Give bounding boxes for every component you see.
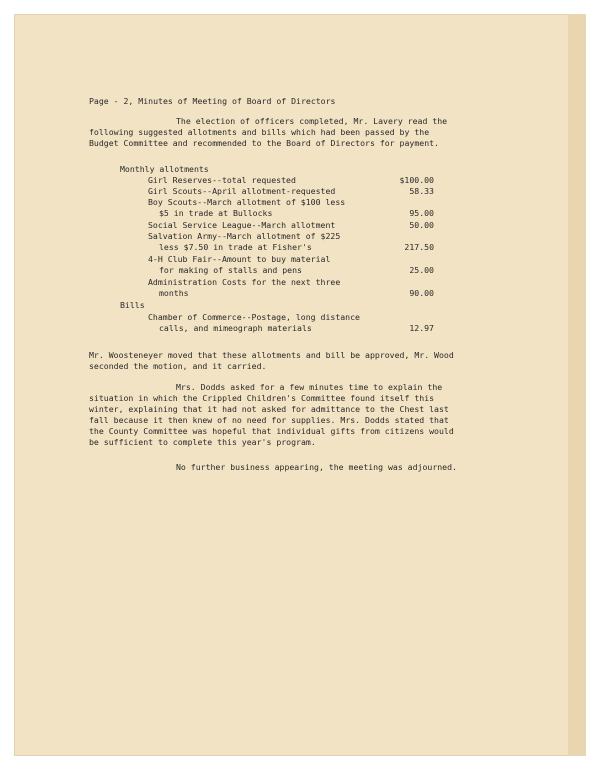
bill-line: calls, and mimeograph materials (159, 323, 312, 333)
allotment-line: Girl Scouts--April allotment-requested (148, 186, 336, 196)
page-edge (568, 14, 586, 756)
allotment-amount: 25.00 (409, 265, 434, 275)
allotment-amount: 58.33 (409, 186, 434, 196)
allotment-line: Girl Reserves--total requested (148, 175, 296, 185)
motion-line-1: Mr. Woosteneyer moved that these allotments and bill be approved, Mr. Wood (89, 350, 454, 360)
intro-line-2: following suggested allotments and bills which had been passed by the (89, 127, 430, 137)
closing-line: No further business appearing, the meeting was adjourned. (176, 462, 457, 472)
page-title: Page - 2, Minutes of Meeting of Board of Directors (89, 96, 336, 106)
allotment-line: months (159, 288, 189, 298)
motion-line-2: seconded the motion, and it carried. (89, 361, 267, 371)
allotment-line: 4-H Club Fair--Amount to buy material (148, 254, 331, 264)
allotment-line: $5 in trade at Bullocks (159, 208, 273, 218)
allotment-amount: $100.00 (399, 175, 434, 185)
dodds-line-6: be sufficient to complete this year's program. (89, 437, 316, 447)
allotment-line: Administration Costs for the next three (148, 277, 341, 287)
dodds-line-3: winter, explaining that it had not asked for admittance to the Chest last (89, 404, 449, 414)
dodds-line-2: situation in which the Crippled Children's Committee found itself this (89, 393, 435, 403)
allotment-amount: 50.00 (409, 220, 434, 230)
allotment-amount: 95.00 (409, 208, 434, 218)
allotment-line: less $7.50 in trade at Fisher's (159, 242, 312, 252)
allotment-line: for making of stalls and pens (159, 265, 302, 275)
intro-line-3: Budget Committee and recommended to the Board of Directors for payment. (89, 138, 439, 148)
bill-amount: 12.97 (409, 323, 434, 333)
allotment-amount: 90.00 (409, 288, 434, 298)
allotment-line: Social Service League--March allotment (148, 220, 336, 230)
dodds-line-1: Mrs. Dodds asked for a few minutes time to explain the (176, 382, 443, 392)
allotment-amount: 217.50 (404, 242, 434, 252)
allotment-line: Salvation Army--March allotment of $225 (148, 231, 341, 241)
bill-line: Chamber of Commerce--Postage, long distance (148, 312, 360, 322)
document-page (14, 14, 586, 756)
allotments-label: Monthly allotments (120, 164, 209, 174)
dodds-line-4: fall because it then knew of no need for supplies. Mrs. Dodds stated that (89, 415, 449, 425)
bills-label: Bills (120, 300, 145, 310)
dodds-line-5: the County Committee was hopeful that individual gifts from citizens would (89, 426, 454, 436)
intro-line-1: The election of officers completed, Mr. Lavery read the (176, 116, 448, 126)
allotment-line: Boy Scouts--March allotment of $100 less (148, 197, 346, 207)
